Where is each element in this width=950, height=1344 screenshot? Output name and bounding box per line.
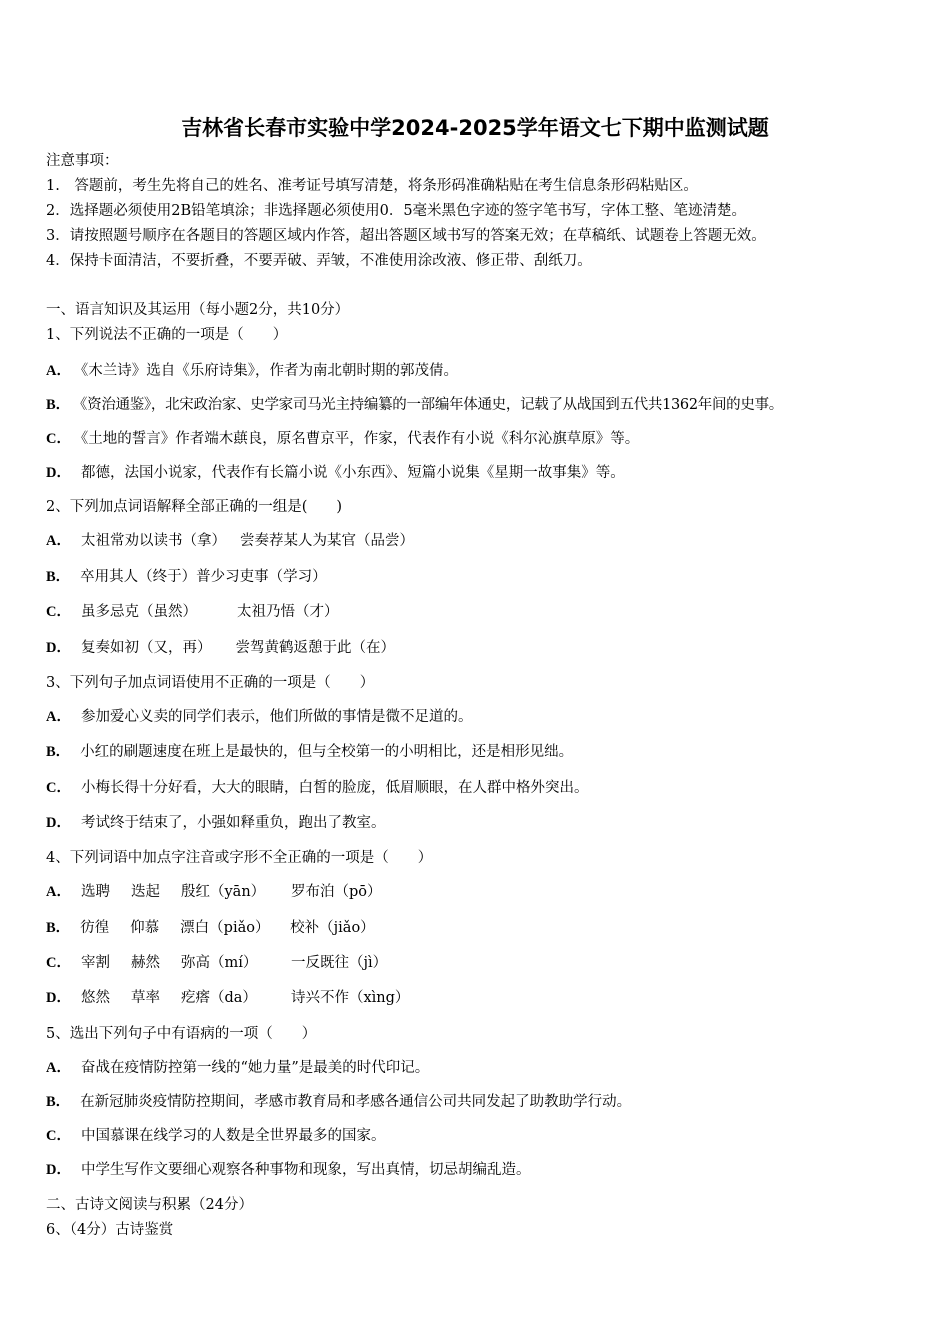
option-letter: C．	[46, 1128, 71, 1144]
q1-stem: 1、下列说法不正确的一项是（ ）	[46, 327, 288, 343]
option-letter: C．	[46, 431, 71, 447]
option-letter: A．	[46, 533, 71, 549]
option-part-2: 太祖乃悟（才）	[236, 604, 339, 620]
q1-option-c	[46, 429, 639, 449]
word-3: 疙瘩（da）	[180, 990, 257, 1006]
q4-option-b	[46, 918, 375, 938]
option-letter: C．	[46, 955, 71, 971]
word-1: 彷徨	[80, 920, 110, 936]
option-text: 都德，法国小说家，代表作有长篇小说《小东西》、短篇小说集《星期一故事集》等。	[80, 465, 625, 481]
option-text: 《土地的誓言》作者端木蕻良，原名曹京平，作家，代表作有小说《科尔沁旗草原》等。	[80, 431, 640, 447]
notice-item-4: 4．保持卡面清洁，不要折叠，不要弄破、弄皱，不准使用涂改液、修正带、刮纸刀。	[46, 253, 592, 269]
option-text: 在新冠肺炎疫情防控期间，孝感市教育局和孝感各通信公司共同发起了助教助学行动。	[80, 1094, 632, 1110]
option-letter: A．	[46, 363, 71, 379]
q2-stem: 2、下列加点词语解释全部正确的一组是( )	[46, 499, 343, 515]
option-letter: B．	[46, 397, 71, 413]
option-letter: D．	[46, 465, 71, 481]
option-text: 中国慕课在线学习的人数是全世界最多的国家。	[80, 1128, 386, 1144]
q3-option-a	[46, 707, 472, 727]
word-4: 一反既往（jì）	[290, 955, 388, 971]
option-letter: D．	[46, 640, 71, 656]
section2-heading: 二、古诗文阅读与积累（24分）	[46, 1197, 253, 1213]
option-text: 小梅长得十分好看，大大的眼睛，白皙的脸庞，低眉顺眼，在人群中格外突出。	[80, 780, 589, 796]
q5-option-c	[46, 1126, 385, 1146]
q3-option-b	[46, 742, 573, 762]
option-letter: D．	[46, 815, 71, 831]
option-part-1: 虽多忌克（虽然）	[80, 604, 197, 620]
word-4: 诗兴不作（xìng）	[290, 990, 410, 1006]
word-2: 赫然	[130, 955, 160, 971]
word-1: 选聘	[80, 884, 110, 900]
q2-option-b	[46, 567, 327, 587]
q1-option-d	[46, 463, 625, 483]
q3-option-c	[46, 778, 588, 798]
q3-stem: 3、下列句子加点词语使用不正确的一项是（ ）	[46, 675, 375, 691]
word-1: 悠然	[80, 990, 110, 1006]
option-part-2: 尝奏荐某人为某官（品尝）	[239, 533, 414, 549]
option-letter: B．	[46, 744, 71, 760]
q4-option-c	[46, 953, 387, 973]
option-part-1: 卒用其人（终于）	[80, 569, 197, 585]
option-text: 中学生写作文要细心观察各种事物和现象，写出真情，切忌胡编乱造。	[80, 1162, 531, 1178]
q6-stem: 6、（4分）古诗鉴赏	[46, 1222, 174, 1238]
q3-option-d	[46, 813, 385, 833]
word-3: 殷红（yān）	[180, 884, 266, 900]
notice-heading: 注意事项：	[46, 153, 119, 169]
notice-item-1: 1. 答题前，考生先将自己的姓名、准考证号填写清楚，将条形码准确粘贴在考生信息条形码粘贴区。	[46, 178, 698, 194]
word-4: 罗布泊（pō）	[290, 884, 382, 900]
option-letter: C．	[46, 604, 71, 620]
option-letter: D．	[46, 990, 71, 1006]
q4-option-a	[46, 882, 382, 902]
option-text: 《资治通鉴》，北宋政治家、史学家司马光主持编纂的一部编年体通史，记载了从战国到五代共1362年间的史事。	[80, 397, 783, 413]
section1-heading: 一、语言知识及其运用（每小题2分，共10分）	[46, 302, 350, 318]
option-part-1: 复奏如初（又，再）	[80, 640, 212, 656]
word-4: 校补（jiǎo）	[290, 920, 375, 936]
option-text: 考试终于结束了，小强如释重负，跑出了教室。	[80, 815, 386, 831]
word-1: 宰割	[80, 955, 110, 971]
page-title: 吉林省长春市实验中学2024-2025学年语文七下期中监测试题	[181, 116, 769, 140]
q5-option-a	[46, 1058, 429, 1078]
option-text: 《木兰诗》选自《乐府诗集》，作者为南北朝时期的郭茂倩。	[80, 363, 458, 379]
option-letter: A．	[46, 1060, 71, 1076]
option-text: 奋战在疫情防控第一线的“她力量”是最美的时代印记。	[80, 1060, 430, 1076]
q5-option-b	[46, 1092, 631, 1112]
q2-option-c	[46, 602, 338, 622]
word-3: 弥高（mí）	[180, 955, 258, 971]
option-letter: A．	[46, 709, 71, 725]
option-part-2: 尝驾黄鹤返憩于此（在）	[235, 640, 395, 656]
option-text: 参加爱心义卖的同学们表示，他们所做的事情是微不足道的。	[80, 709, 473, 725]
word-2: 仰慕	[130, 920, 160, 936]
q4-option-d	[46, 988, 409, 1008]
word-3: 漂白（piǎo）	[180, 920, 270, 936]
q2-option-a	[46, 531, 414, 551]
option-part-1: 太祖常劝以读书（拿）	[80, 533, 226, 549]
option-part-2: 普少习吏事（学习）	[196, 569, 327, 585]
word-2: 迭起	[130, 884, 160, 900]
q1-option-b	[46, 395, 783, 415]
option-letter: B．	[46, 920, 71, 936]
option-letter: B．	[46, 569, 71, 585]
notice-item-3: 3．请按照题号顺序在各题目的答题区域内作答，超出答题区域书写的答案无效；在草稿纸、试题卷上答题无效。	[46, 228, 766, 244]
option-letter: A．	[46, 884, 71, 900]
q1-option-a	[46, 361, 458, 381]
q5-option-d	[46, 1160, 530, 1180]
option-text: 小红的刷题速度在班上是最快的，但与全校第一的小明相比，还是相形见绌。	[80, 744, 574, 760]
word-2: 草率	[130, 990, 160, 1006]
option-letter: C．	[46, 780, 71, 796]
option-letter: B．	[46, 1094, 71, 1110]
q5-stem: 5、选出下列句子中有语病的一项（ ）	[46, 1026, 317, 1042]
q4-stem: 4、下列词语中加点字注音或字形不全正确的一项是（ ）	[46, 850, 433, 866]
notice-item-2: 2．选择题必须使用2B铅笔填涂；非选择题必须使用0．5毫米黑色字迹的签字笔书写，字体工整、笔迹清楚。	[46, 203, 747, 219]
q2-option-d	[46, 638, 395, 658]
option-letter: D．	[46, 1162, 71, 1178]
